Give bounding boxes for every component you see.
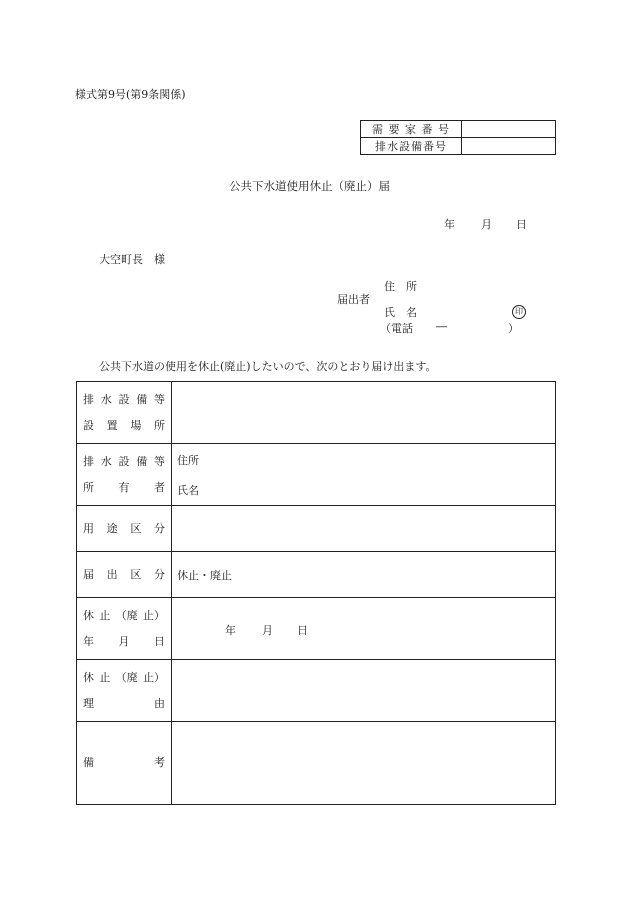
suspension-year-label: 年	[225, 624, 236, 637]
addressee: 大空町長 様	[99, 253, 165, 266]
main-form-table	[76, 381, 556, 805]
form-number-label: 様式第9号(第9条関係)	[75, 88, 186, 101]
phone-dash: ―	[436, 320, 447, 333]
suspension-reason-header: 休 止 （廃 止） 理 由	[77, 660, 172, 722]
table-row	[77, 506, 556, 552]
phone-open: （電話	[380, 322, 413, 335]
drain-equipment-number-field[interactable]	[462, 138, 556, 155]
notification-type-header: 届 出 区 分	[77, 552, 172, 598]
seal-icon: 印	[512, 305, 526, 319]
customer-number-field[interactable]	[462, 121, 556, 138]
suspension-day-label: 日	[297, 624, 308, 637]
seal-mark	[512, 304, 526, 319]
suspension-reason-field[interactable]	[172, 660, 556, 722]
suspension-date-field[interactable]	[172, 598, 556, 660]
notification-type-field[interactable]: 休止・廃止	[172, 552, 556, 598]
number-box	[360, 120, 556, 155]
owner-name-label: 氏名	[177, 484, 199, 497]
usage-category-header: 用 途 区 分	[77, 506, 172, 552]
table-row	[77, 444, 556, 506]
date-month-label: 月	[481, 218, 492, 231]
applicant-label: 届出者	[337, 293, 370, 306]
document-title: 公共下水道使用休止（廃止）届	[229, 179, 390, 193]
date-day-label: 日	[516, 218, 527, 231]
table-row	[77, 660, 556, 722]
phone-close: ）	[508, 322, 519, 335]
owner-address-label: 住所	[177, 454, 199, 467]
remarks-header: 備 考	[77, 722, 172, 805]
table-row	[77, 722, 556, 805]
table-row	[77, 552, 556, 598]
remarks-field[interactable]	[172, 722, 556, 805]
applicant-address-label: 住 所	[384, 280, 417, 293]
owner-field[interactable]	[172, 444, 556, 506]
table-row	[77, 382, 556, 444]
date-year-label: 年	[444, 218, 455, 231]
applicant-name-label: 氏 名	[384, 306, 417, 319]
usage-category-field[interactable]	[172, 506, 556, 552]
drain-equipment-number-label: 排水設備番号	[361, 138, 462, 155]
suspension-month-label: 月	[262, 624, 273, 637]
install-location-field[interactable]	[172, 382, 556, 444]
intro-sentence: 公共下水道の使用を休止(廃止)したいので、次のとおり届け出ます。	[99, 360, 437, 373]
install-location-header: 排 水 設 備 等 設 置 場 所	[77, 382, 172, 444]
suspension-date-header: 休 止 （廃 止） 年 月 日	[77, 598, 172, 660]
table-row	[77, 598, 556, 660]
customer-number-label: 需 要 家 番 号	[361, 121, 462, 138]
owner-header: 排 水 設 備 等 所 有 者	[77, 444, 172, 506]
